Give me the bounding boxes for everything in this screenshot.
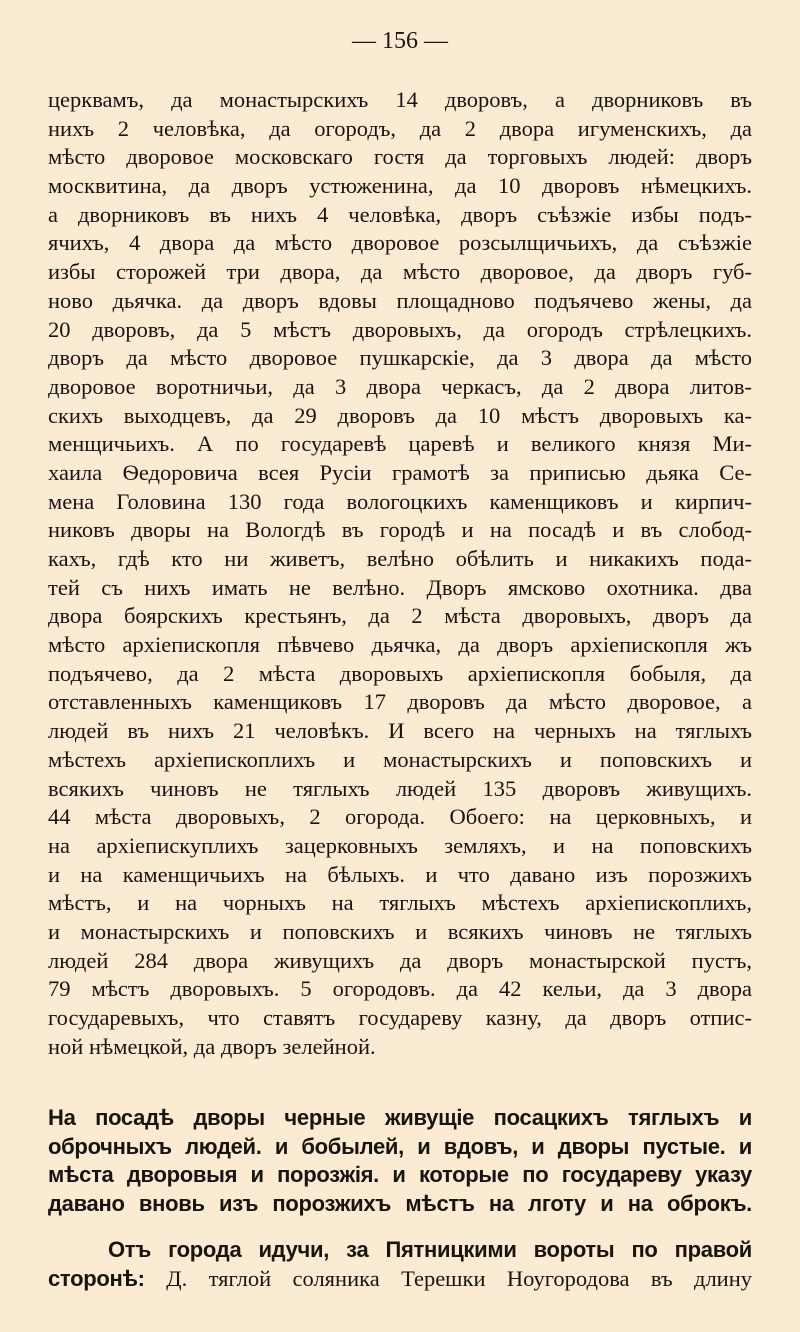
heading-line: давано вновь изъ порозжихъ мѣстъ на лготу и на оброкъ. bbox=[48, 1191, 752, 1217]
side-label: сторонѣ: bbox=[48, 1265, 145, 1291]
text-line: 79 мѣстъ дворовыхъ. 5 огородовъ. да 42 кельи, да 3 двора bbox=[48, 976, 752, 1002]
text-line: мѣсто архіепископля пѣвчево дьячка, да дворъ архіепископля жъ bbox=[48, 632, 752, 658]
text-line: ново дьячка. да дворъ вдовы площадново подъячево жены, да bbox=[48, 287, 752, 313]
street-heading-line: Отъ города идучи, за Пятницкими вороты по правой bbox=[108, 1237, 752, 1262]
section-heading bbox=[48, 1104, 752, 1219]
text-line: 44 мѣста дворовыхъ, 2 огорода. Обоего: на церковныхъ, и bbox=[48, 804, 752, 830]
text-line: людей 284 двора живущихъ да дворъ монастырской пустъ, bbox=[48, 947, 752, 973]
body-paragraph bbox=[48, 86, 752, 1061]
text-line: 20 дворовъ, да 5 мѣстъ дворовыхъ, да огородъ стрѣлецкихъ. bbox=[48, 316, 752, 342]
heading-line: оброчныхъ людей. и бобылей, и вдовъ, и дворы пустые. и bbox=[48, 1133, 752, 1159]
text-line: дворъ да мѣсто дворовое пушкарскіе, да 3 двора да мѣсто bbox=[48, 345, 752, 371]
text-line: менщичьихъ. А по государевѣ царевѣ и великого князя Ми- bbox=[48, 431, 752, 457]
text-line: скихъ выходцевъ, да 29 дворовъ да 10 мѣстъ дворовыхъ ка- bbox=[48, 402, 752, 428]
text-line: москвитина, да дворъ устюженина, да 10 дворовъ нѣмецкихъ. bbox=[48, 173, 752, 199]
text-line: мѣстехъ архіепископлихъ и монастырскихъ и поповскихъ и bbox=[48, 746, 752, 772]
text-line: государевыхъ, что ставятъ государеву казну, да дворъ отпис- bbox=[48, 1005, 752, 1030]
entry-text: Д. тяглой соляника Терешки Ноугородова въ длину bbox=[166, 1265, 753, 1291]
text-line: дворовое воротничьи, да 3 двора черкасъ, да 2 двора литов- bbox=[48, 373, 752, 399]
text-line: двора боярскихъ крестьянъ, да 2 мѣста дворовыхъ, дворъ да bbox=[48, 603, 752, 629]
text-line: никовъ дворы на Вологдѣ въ городѣ и на посадѣ и въ слобод- bbox=[48, 517, 752, 543]
text-line: тей съ нихъ имать не велѣно. Дворъ ямсково охотника. два bbox=[48, 574, 752, 600]
text-line: кахъ, гдѣ кто ни живетъ, велѣно обѣлить и никакихъ пода- bbox=[48, 546, 752, 571]
text-line: мѣстъ, и на чорныхъ на тяглыхъ мѣстехъ архіепископлихъ, bbox=[48, 890, 752, 916]
text-line: мена Головина 130 года вологоцкихъ каменщиковъ и кирпич- bbox=[48, 488, 752, 514]
text-line: избы сторожей три двора, да мѣсто дворовое, да дворъ губ- bbox=[48, 259, 752, 285]
text-line: отставленныхъ каменщиковъ 17 дворовъ да мѣсто дворовое, а bbox=[48, 689, 752, 715]
text-line: на архіепискуплихъ зацерковныхъ земляхъ, и на поповскихъ bbox=[48, 832, 752, 858]
text-line: и монастырскихъ и поповскихъ и всякихъ чиновъ не тяглыхъ bbox=[48, 918, 752, 944]
text-line: ной нѣмецкой, да дворъ зелейной. bbox=[48, 1033, 376, 1059]
text-line: ячихъ, 4 двора да мѣсто дворовое розсылщичьихъ, да съѣзжіе bbox=[48, 230, 752, 256]
street-entry-line bbox=[48, 1265, 752, 1294]
text-line: мѣсто дворовое московскаго гостя да торговыхъ людей: дворъ bbox=[48, 144, 752, 170]
heading-line: На посадѣ дворы черные живущіе посацкихъ тяглыхъ и bbox=[48, 1105, 752, 1130]
text-line: людей въ нихъ 21 человѣкъ. И всего на черныхъ на тяглыхъ bbox=[48, 718, 752, 744]
page-number: — 156 — bbox=[352, 28, 448, 54]
text-line: всякихъ чиновъ не тяглыхъ людей 135 дворовъ живущихъ. bbox=[48, 775, 752, 801]
text-line: хаила Ѳедоровича всея Русіи грамотѣ за приписью дьяка Се- bbox=[48, 459, 752, 485]
text-line: нихъ 2 человѣка, да огородъ, да 2 двора игуменскихъ, да bbox=[48, 115, 752, 141]
text-line: и на каменщичьихъ на бѣлыхъ. и что давано изъ порозжихъ bbox=[48, 861, 752, 887]
heading-line: мѣста дворовыя и порозжія. и которые по государеву указу bbox=[48, 1162, 752, 1188]
street-paragraph bbox=[48, 1236, 752, 1293]
text-line: церквамъ, да монастырскихъ 14 дворовъ, а дворниковъ въ bbox=[48, 87, 752, 112]
text-line: подъячево, да 2 мѣста дворовыхъ архіепископля бобыля, да bbox=[48, 660, 752, 686]
text-line: а дворниковъ въ нихъ 4 человѣка, дворъ съѣзжіе избы подъ- bbox=[48, 201, 752, 227]
